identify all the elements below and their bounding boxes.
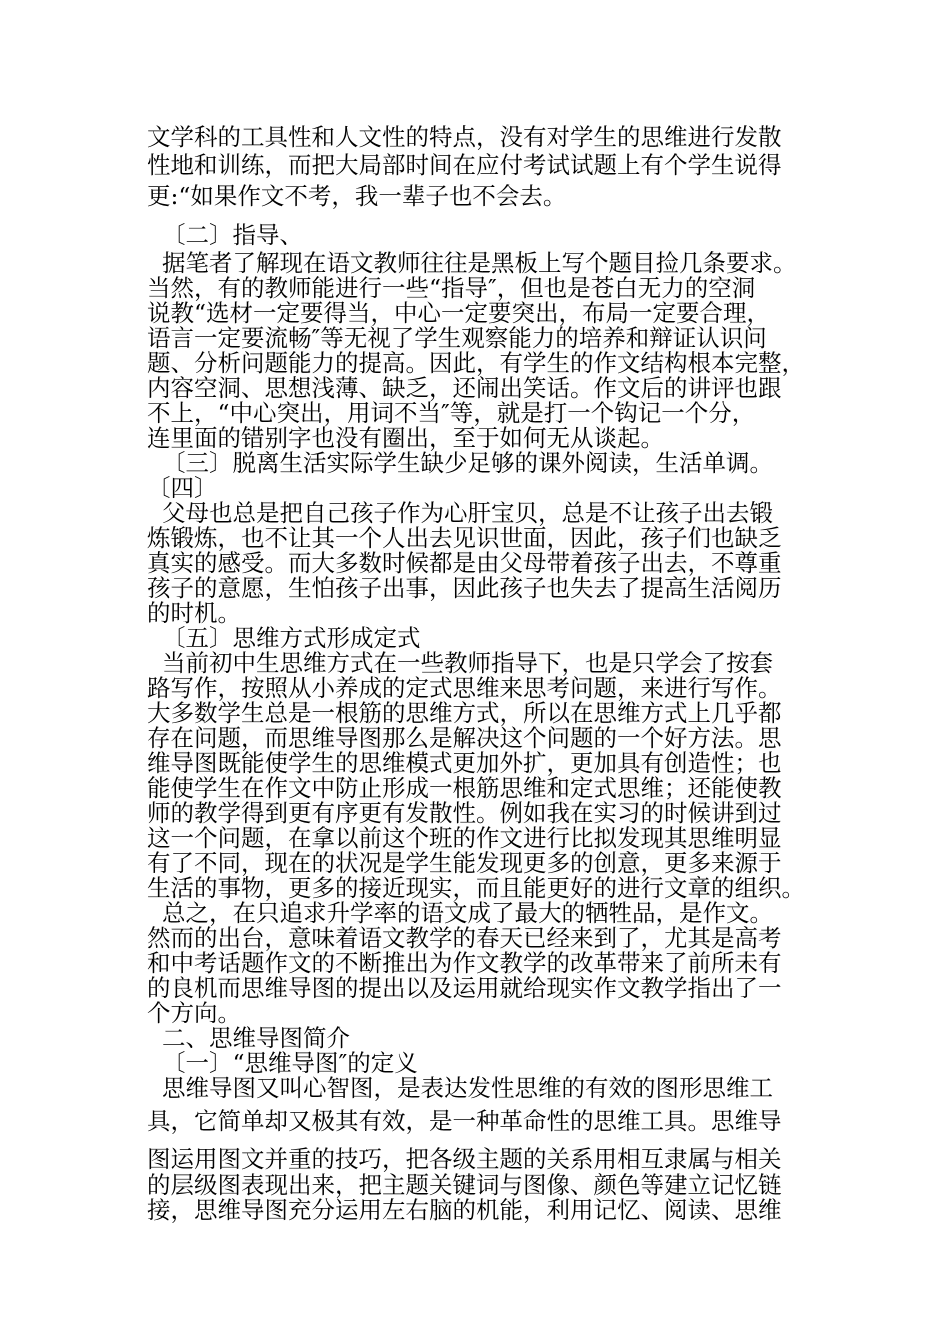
text-line: 思维导图又叫心智图，是表达发性思维的有效的图形思维工 — [147, 1074, 773, 1102]
text-line: 性地和训练，而把大局部时间在应付考试试题上有个学生说得 — [147, 151, 782, 179]
section-heading: 〔五〕思维方式形成定式 — [147, 624, 421, 652]
text-line: 总之，在只追求升学率的语文成了最大的牺牲品，是作文。 — [147, 899, 773, 927]
text-line: 当前初中生思维方式在一些教师指导下，也是只学会了按套 — [147, 649, 773, 677]
text-line: 的层级图表现出来，把主题关键词与图像、颜色等建立记忆链 — [147, 1171, 782, 1199]
text-line: 的良机而思维导图的提出以及运用就给现实作文教学指出了一 — [147, 974, 782, 1002]
text-line: 和中考话题作文的不断推出为作文教学的改革带来了前所未有 — [147, 949, 782, 977]
text-line: 真实的感受。而大多数时候都是由父母带着孩子出去，不尊重 — [147, 549, 782, 577]
text-line: 当然，有的教师能进行一些“指导″，但也是苍白无力的空洞 — [147, 274, 756, 302]
text-line: 不上，“中心突出，用词不当″等，就是打一个钩记一个分， — [147, 399, 756, 427]
text-line: 维导图既能使学生的思维模式更加外扩，更加具有创造性；也 — [147, 749, 782, 777]
text-line: 语言一定要流畅″等无视了学生观察能力的培养和辩证认识问 — [147, 324, 767, 352]
section-heading: 〔四〕 — [147, 474, 218, 502]
text-line: 文学科的工具性和人文性的特点，没有对学生的思维进行发散 — [147, 123, 782, 151]
section-heading: 〔二〕指导、 — [147, 221, 303, 249]
text-line: 个方向。 — [147, 999, 241, 1027]
text-line: 更:“如果作文不考，我一辈子也不会去。 — [147, 182, 567, 210]
text-line: 具，它简单却又极其有效，是一种革命性的思维工具。思维导 — [147, 1107, 782, 1135]
text-line: 题、分析问题能力的提高。因此，有学生的作文结构根本完整， — [147, 349, 805, 377]
text-line: 图运用图文并重的技巧，把各级主题的关系用相互隶属与相关 — [147, 1145, 782, 1173]
text-line: 路写作，按照从小养成的定式思维来思考问题，来进行写作。 — [147, 674, 782, 702]
text-line: 然而的出台，意味着语文教学的春天已经来到了，尤其是高考 — [147, 924, 782, 952]
text-line: 说教“选材一定要得当，中心一定要突出，布局一定要合理， — [147, 299, 771, 327]
text-line: 据笔者了解现在语文教师往往是黑板上写个题目捡几条要求。 — [147, 249, 797, 277]
text-line: 的时机。 — [147, 599, 241, 627]
text-line: 能使学生在作文中防止形成一根筋思维和定式思维；还能使教 — [147, 774, 782, 802]
text-line: 炼锻炼，也不让其一个人出去见识世面，因此，孩子们也缺乏 — [147, 524, 782, 552]
section-heading: 〔一〕“思维导图″的定义 — [147, 1049, 418, 1077]
text-line: 父母也总是把自己孩子作为心肝宝贝，总是不让孩子出去锻 — [147, 499, 773, 527]
text-line: 内容空洞、思想浅薄、缺乏，还闹出笑话。作文后的讲评也跟 — [147, 374, 782, 402]
text-line: 存在问题，而思维导图那么是解决这个问题的一个好方法。思 — [147, 724, 782, 752]
text-line: 有了不同，现在的状况是学生能发现更多的创意，更多来源于 — [147, 849, 782, 877]
text-line: 这一个问题，在拿以前这个班的作文进行比拟发现其思维明显 — [147, 824, 782, 852]
text-line: 大多数学生总是一根筋的思维方式，所以在思维方式上几乎都 — [147, 699, 782, 727]
section-heading: 〔三〕脱离生活实际学生缺少足够的课外阅读，生活单调。 — [147, 449, 773, 477]
text-line: 生活的事物，更多的接近现实，而且能更好的进行文章的组织。 — [147, 874, 805, 902]
section-heading: 二、思维导图简介 — [147, 1024, 350, 1052]
text-line: 师的教学得到更有序更有发散性。例如我在实习的时候讲到过 — [147, 799, 782, 827]
text-line: 连里面的错别字也没有圈出，至于如何无从谈起。 — [147, 424, 664, 452]
text-line: 接，思维导图充分运用左右脑的机能，利用记忆、阅读、思维 — [147, 1196, 782, 1224]
text-line: 孩子的意愿，生怕孩子出事，因此孩子也失去了提高生活阅历 — [147, 574, 782, 602]
